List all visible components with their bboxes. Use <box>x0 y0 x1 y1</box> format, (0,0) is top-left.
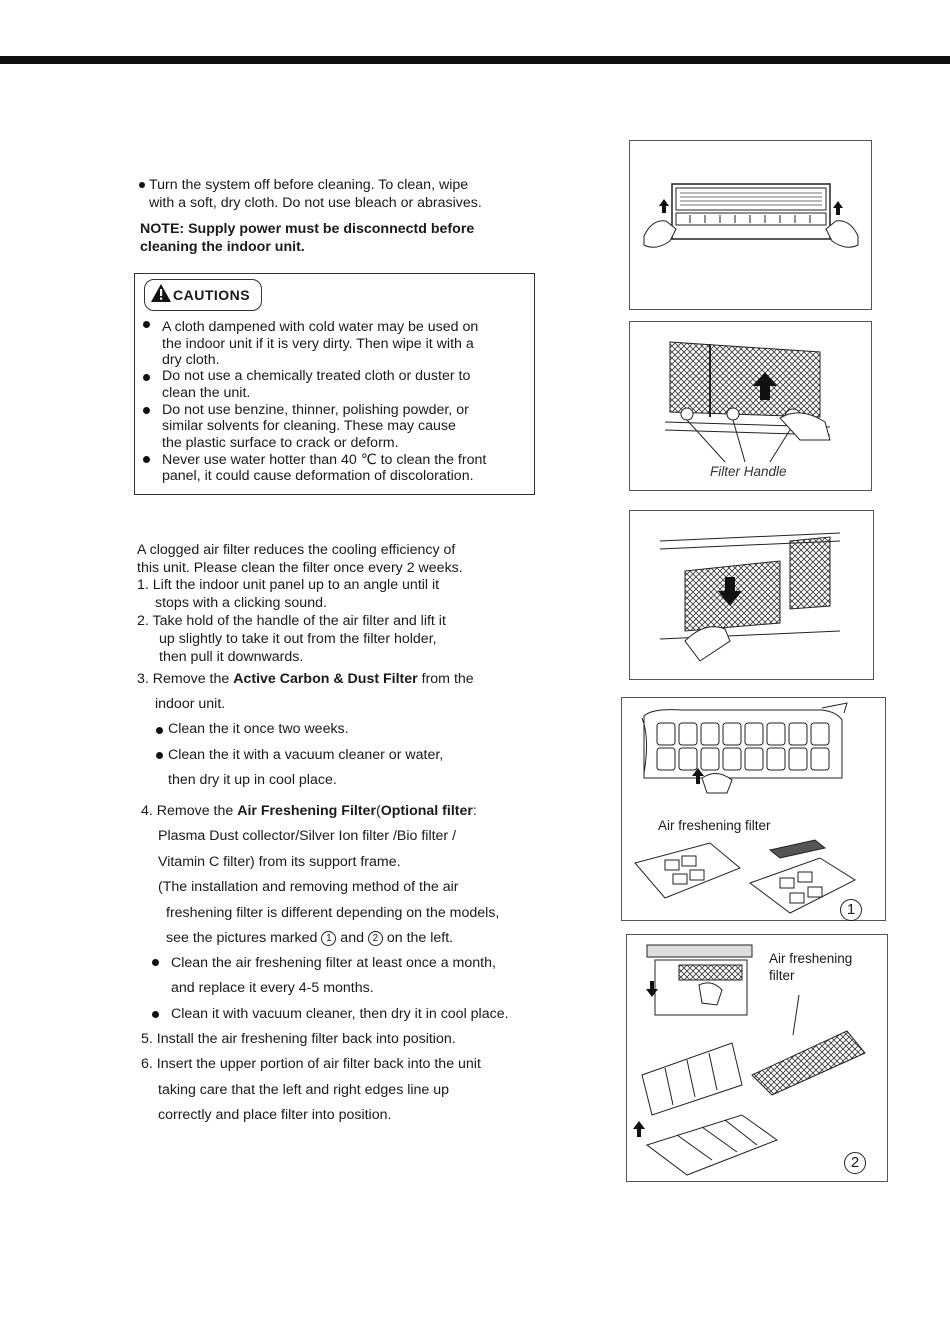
bullet-dot <box>139 182 145 188</box>
bullet-dot <box>143 321 150 328</box>
step-6: correctly and place filter into position. <box>158 1107 392 1123</box>
fig5-label: Air freshening <box>769 951 853 966</box>
step-3: 3. Remove the Active Carbon & Dust Filter from the <box>137 671 474 687</box>
bullet-dot <box>152 1011 159 1018</box>
step-4: 4. Remove the Air Freshening Filter(Optional filter: <box>141 803 477 819</box>
step-6: 6. Insert the upper portion of air filter back into the unit <box>141 1056 481 1072</box>
step-3-bullet: then dry it up in cool place. <box>168 772 337 788</box>
step-1: 1. Lift the indoor unit panel up to an angle until it <box>137 577 440 593</box>
caution-text: panel, it could cause deformation of discoloration. <box>162 468 474 484</box>
step-4: Vitamin C filter) from its support frame. <box>158 854 401 870</box>
step-4: see the pictures marked 1 and 2 on the left. <box>166 930 454 946</box>
note-text: NOTE: Supply power must be disconnectd before <box>140 221 475 237</box>
step-3-bullet: Clean the it with a vacuum cleaner or water, <box>168 747 444 763</box>
step-1: stops with a clicking sound. <box>155 595 327 611</box>
caution-text: the indoor unit if it is very dirty. Then wipe it with a <box>162 336 474 352</box>
fig5-label: filter <box>769 968 795 983</box>
figure-unit-front <box>629 140 872 310</box>
step-3-bullet: Clean the it once two weeks. <box>168 721 349 737</box>
step-4: Plasma Dust collector/Silver Ion filter /Bio filter / <box>158 828 457 844</box>
circle-number: 2 <box>368 931 383 946</box>
pull-filter-illustration <box>630 511 873 679</box>
fig4-label: Air freshening filter <box>658 818 771 833</box>
caution-text: dry cloth. <box>162 352 220 368</box>
header-rule <box>0 56 950 64</box>
note-text: cleaning the indoor unit. <box>140 239 305 255</box>
figure-number: 1 <box>840 899 862 921</box>
caution-text: the plastic surface to crack or deform. <box>162 435 399 451</box>
bullet-dot <box>143 407 150 414</box>
step-3: indoor unit. <box>155 696 226 712</box>
figure-number: 2 <box>844 1152 866 1174</box>
caution-text: Never use water hotter than 40 ℃ to clean the front <box>162 452 487 468</box>
step-4: (The installation and removing method of the air <box>158 879 459 895</box>
bullet-dot <box>143 374 150 381</box>
cautions-title-badge <box>144 279 262 311</box>
caution-text: Do not use a chemically treated cloth or duster to <box>162 368 471 384</box>
intro-text: with a soft, dry cloth. Do not use bleach or abrasives. <box>149 195 482 211</box>
filter-handle-label: Filter Handle <box>710 464 787 479</box>
warning-icon <box>150 283 172 303</box>
figure-pull-filter <box>629 510 874 680</box>
air-freshening-2-illustration <box>627 935 887 1181</box>
bullet-dot <box>156 752 163 759</box>
air-freshening-filters-illustration <box>630 838 870 916</box>
caution-text: A cloth dampened with cold water may be used on <box>162 319 479 335</box>
bullet-dot <box>156 727 163 734</box>
caution-text: similar solvents for cleaning. These may cause <box>162 418 456 434</box>
circle-number: 1 <box>321 931 336 946</box>
filter-text: A clogged air filter reduces the cooling efficiency of <box>137 542 456 558</box>
bullet-dot <box>152 959 159 966</box>
step-5: 5. Install the air freshening filter back into position. <box>141 1031 456 1047</box>
caution-text: clean the unit. <box>162 385 251 401</box>
air-freshening-unit-illustration <box>622 698 885 808</box>
step-4-bullet: Clean it with vacuum cleaner, then dry it in cool place. <box>171 1006 509 1022</box>
step-4-bullet: and replace it every 4-5 months. <box>171 980 374 996</box>
filter-handle-illustration <box>630 322 871 462</box>
step-2: 2. Take hold of the handle of the air filter and lift it <box>137 613 446 629</box>
filter-text: this unit. Please clean the filter once every 2 weeks. <box>137 560 463 576</box>
figure-air-freshening-1 <box>621 697 886 921</box>
step-2: then pull it downwards. <box>159 649 304 665</box>
figure-air-freshening-2 <box>626 934 888 1182</box>
bullet-dot <box>143 456 150 463</box>
intro-text: Turn the system off before cleaning. To clean, wipe <box>149 177 469 193</box>
step-4-bullet: Clean the air freshening filter at least once a month, <box>171 955 496 971</box>
step-6: taking care that the left and right edges line up <box>158 1082 450 1098</box>
cautions-title: CAUTIONS <box>173 287 251 303</box>
figure-filter-handle <box>629 321 872 491</box>
caution-text: Do not use benzine, thinner, polishing powder, or <box>162 402 469 418</box>
step-4: freshening filter is different depending on the models, <box>166 905 500 921</box>
step-2: up slightly to take it out from the filter holder, <box>159 631 437 647</box>
indoor-unit-illustration <box>630 141 871 309</box>
